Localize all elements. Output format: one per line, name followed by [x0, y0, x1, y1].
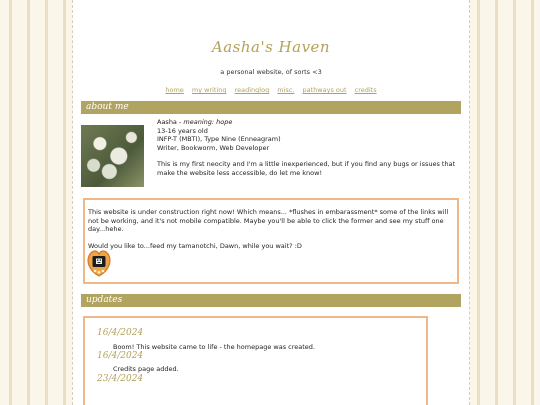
- tamagotchi-widget[interactable]: [83, 246, 115, 278]
- site-title: Aasha's Haven: [211, 38, 331, 56]
- update-date: 23/4/2024: [97, 374, 144, 384]
- construction-notice: [83, 198, 459, 284]
- nav-link-home[interactable]: home: [165, 86, 184, 94]
- about-name-meaning: meaning: hope: [183, 118, 233, 126]
- about-type: INFP-T (MBTI), Type Nine (Enneagram): [157, 135, 281, 144]
- about-age: 13-16 years old: [157, 126, 208, 135]
- about-text: [157, 118, 457, 178]
- nav-bar: [73, 86, 469, 94]
- about-name-line: [157, 118, 457, 127]
- site-tagline: a personal website, of sorts <3: [220, 68, 322, 76]
- notice-text: This website is under construction right now! Which means... *flushes in embarassment* some of the links will not be working, and it's not mobile compatible. Maybe you'll be able to click the former and see my stuff one day...hehe.: [88, 208, 449, 234]
- updates-log: [83, 316, 428, 405]
- tamagotchi-icon: [83, 246, 115, 278]
- update-date: 16/4/2024: [97, 351, 144, 361]
- main-page: [72, 0, 470, 405]
- nav-link-readinglog[interactable]: readinglog: [234, 86, 270, 94]
- update-date: 16/4/2024: [97, 328, 144, 338]
- about-heading: about me: [81, 101, 461, 114]
- updates-heading: updates: [81, 294, 461, 307]
- about-name: Aasha -: [157, 118, 184, 126]
- nav-link-credits[interactable]: credits: [354, 86, 377, 94]
- about-roles: Writer, Bookworm, Web Developer: [157, 143, 270, 152]
- flower-photo: [81, 125, 144, 187]
- nav-link-my-writing[interactable]: my writing: [191, 86, 227, 94]
- about-intro: This is my first neocity and I'm a little inexperienced, but if you find any bugs or issues that make the website less accessible, do let me know!: [157, 160, 456, 177]
- update-text: Boom! This website came to life - the homepage was created.: [113, 343, 315, 351]
- update-text: Credits page added.: [113, 365, 179, 373]
- nav-link-misc[interactable]: misc.: [277, 86, 295, 94]
- notice-question: Would you like to...feed my tamanotchi, Dawn, while you wait? :D: [88, 241, 302, 250]
- nav-link-pathways-out[interactable]: pathways out: [302, 86, 347, 94]
